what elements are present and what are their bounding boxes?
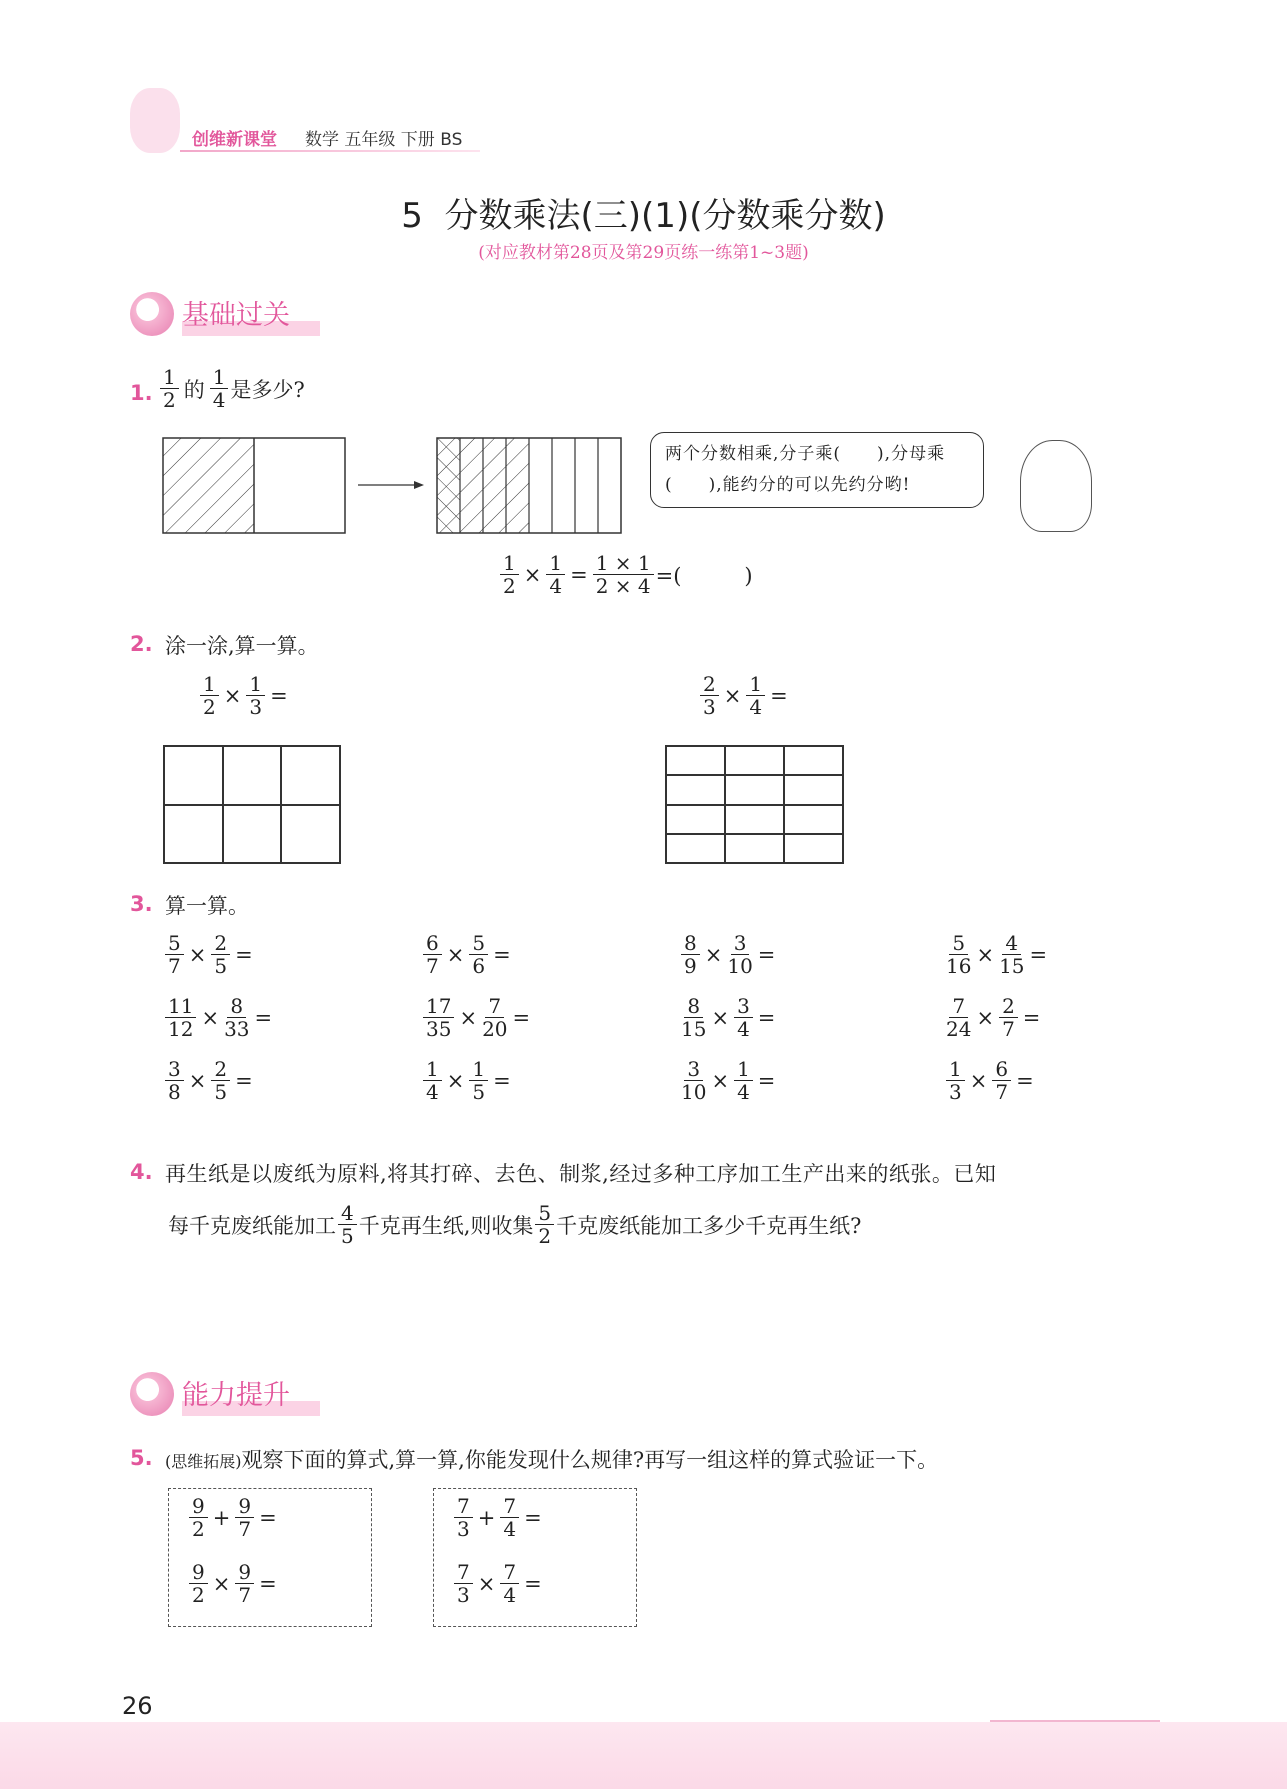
half-shaded-rectangle xyxy=(162,437,346,535)
numerator: 1 xyxy=(734,1058,753,1081)
question-3-text: 算一算。 xyxy=(165,894,249,918)
operator: × xyxy=(446,1068,465,1093)
shading-grid-4x3[interactable] xyxy=(665,745,844,864)
header-illustration-icon xyxy=(130,88,180,153)
fraction xyxy=(734,995,753,1040)
denominator: 7 xyxy=(168,954,181,978)
fraction xyxy=(235,1561,254,1606)
fraction xyxy=(469,932,488,977)
hint-speech-bubble: 两个分数相乘,分子乘( ),分母乘( ),能约分的可以先约分哟! xyxy=(650,432,984,508)
fraction xyxy=(189,1561,208,1606)
operator: = xyxy=(1016,1068,1034,1093)
fraction xyxy=(999,932,1024,977)
denominator: 4 xyxy=(549,574,563,598)
expression-text: 每千克废纸能加工 xyxy=(168,1213,336,1238)
denominator: 7 xyxy=(426,954,439,978)
fraction xyxy=(999,995,1018,1040)
denominator: 2 xyxy=(538,1224,552,1248)
numerator: 9 xyxy=(189,1495,208,1518)
fraction xyxy=(189,1495,208,1540)
denominator: 4 xyxy=(503,1517,517,1541)
operator: = xyxy=(524,1505,542,1530)
operator: = xyxy=(524,1571,542,1596)
numerator: 3 xyxy=(165,1058,184,1081)
operator: 的 xyxy=(183,377,205,402)
denominator: 5 xyxy=(472,1080,486,1104)
numerator: 9 xyxy=(235,1561,254,1584)
operator: = xyxy=(270,683,288,708)
fraction xyxy=(992,1058,1011,1103)
fraction xyxy=(423,932,442,977)
fraction xyxy=(500,1495,519,1540)
exercise-item xyxy=(679,932,944,977)
fraction xyxy=(946,932,971,977)
fraction xyxy=(246,673,265,718)
operator: = xyxy=(1029,942,1048,967)
fraction xyxy=(681,1058,706,1103)
numerator: 6 xyxy=(423,932,442,955)
page-number: 26 xyxy=(122,1692,153,1720)
product-expression xyxy=(187,1561,280,1606)
fraction xyxy=(454,1561,473,1606)
fraction xyxy=(160,366,179,411)
numerator: 4 xyxy=(1002,932,1021,955)
numerator: 7 xyxy=(485,995,504,1018)
numerator: 8 xyxy=(684,995,703,1018)
operator: × xyxy=(704,942,723,967)
question-2-right-expression xyxy=(698,673,791,718)
exercise-item xyxy=(944,1058,1144,1103)
numerator: 7 xyxy=(454,1495,473,1518)
question-number: 1. xyxy=(130,381,153,405)
denominator: 3 xyxy=(249,695,263,719)
question-4-line-1: 再生纸是以废纸为原料,将其打碎、去色、制浆,经过多种工序加工生产出来的纸张。已知 xyxy=(165,1162,997,1186)
denominator: 2 xyxy=(503,574,516,598)
header-divider xyxy=(180,150,480,152)
question-number: 4. xyxy=(130,1160,153,1184)
thinking-extension-tag: (思维拓展) xyxy=(165,1452,242,1471)
numerator: 1 xyxy=(500,552,519,575)
fraction xyxy=(165,995,196,1040)
denominator: 7 xyxy=(995,1080,1009,1104)
fraction xyxy=(211,932,230,977)
denominator: 9 xyxy=(684,954,697,978)
product-expression xyxy=(452,1561,545,1606)
operator: = xyxy=(770,683,788,708)
operator: × xyxy=(446,942,465,967)
numerator: 2 xyxy=(700,673,719,696)
fraction xyxy=(734,1058,753,1103)
numerator: 3 xyxy=(734,995,753,1018)
operator: = xyxy=(493,1068,511,1093)
numerator: 9 xyxy=(235,1495,254,1518)
numerator: 2 xyxy=(211,932,230,955)
exercise-item xyxy=(421,932,679,977)
page-subtitle: (对应教材第28页及第29页练一练第1~3题) xyxy=(478,243,809,263)
shading-grid-2x3[interactable] xyxy=(163,745,341,864)
denominator: 3 xyxy=(457,1583,470,1607)
numerator: 1 xyxy=(210,366,229,389)
denominator: 6 xyxy=(472,954,486,978)
expression-text: 千克废纸能加工多少千克再生纸? xyxy=(556,1213,862,1238)
operator: × xyxy=(477,1571,496,1596)
fraction xyxy=(700,673,719,718)
operator: + xyxy=(212,1505,231,1530)
fraction xyxy=(224,995,249,1040)
question-1-prompt xyxy=(158,366,305,411)
numerator: 1 xyxy=(946,1058,965,1081)
sum-expression xyxy=(187,1495,280,1540)
denominator: 7 xyxy=(238,1517,252,1541)
book-info: 数学 五年级 下册 BS xyxy=(305,130,463,150)
numerator: 7 xyxy=(500,1561,519,1584)
expression-text: 千克再生纸,则收集 xyxy=(358,1213,534,1238)
denominator: 35 xyxy=(426,1017,452,1041)
operator: = xyxy=(512,1005,531,1030)
numerator: 1 xyxy=(423,1058,442,1081)
expression-text: 是多少? xyxy=(230,377,305,402)
denominator: 4 xyxy=(749,695,763,719)
operator: = xyxy=(235,1068,253,1093)
operator: × xyxy=(976,942,995,967)
sum-expression xyxy=(452,1495,545,1540)
section-icon xyxy=(130,292,174,336)
denominator: 7 xyxy=(1002,1017,1015,1041)
fraction xyxy=(535,1202,554,1247)
numerator: 3 xyxy=(731,932,750,955)
fraction xyxy=(469,1058,488,1103)
question-2-text: 涂一涂,算一算。 xyxy=(165,634,319,658)
numerator: 17 xyxy=(423,995,454,1018)
operator: × xyxy=(969,1068,988,1093)
numerator: 8 xyxy=(681,932,700,955)
operator: × xyxy=(976,1005,995,1030)
fraction xyxy=(500,1561,519,1606)
numerator: 2 xyxy=(999,995,1018,1018)
footer-band xyxy=(0,1722,1287,1789)
operator: = xyxy=(259,1505,277,1530)
question-number: 3. xyxy=(130,892,153,916)
fraction xyxy=(454,1495,473,1540)
fraction xyxy=(681,995,706,1040)
numerator: 1 × 1 xyxy=(593,552,654,575)
denominator: 2 xyxy=(192,1517,205,1541)
denominator: 4 xyxy=(426,1080,439,1104)
fraction xyxy=(727,932,752,977)
operator: = xyxy=(259,1571,277,1596)
arrow-icon xyxy=(358,478,424,492)
boy-illustration-icon xyxy=(1020,440,1092,532)
operator: = xyxy=(1022,1005,1041,1030)
denominator: 3 xyxy=(703,695,716,719)
operator: = xyxy=(235,942,253,967)
exercise-item xyxy=(163,932,421,977)
operator: × xyxy=(711,1005,730,1030)
page-title: 5 分数乘法(三)(1)(分数乘分数) xyxy=(401,196,886,236)
denominator: 2 xyxy=(163,388,176,412)
question-1-equation xyxy=(498,552,753,597)
brand-label: 创维新课堂 xyxy=(192,130,277,150)
fraction xyxy=(946,1058,965,1103)
question-number: 2. xyxy=(130,632,153,656)
operator: × xyxy=(459,1005,478,1030)
fraction xyxy=(423,995,454,1040)
fraction xyxy=(165,1058,184,1103)
fraction xyxy=(210,366,229,411)
numerator: 1 xyxy=(746,673,765,696)
denominator: 2 × 4 xyxy=(595,574,651,598)
numerator: 5 xyxy=(469,932,488,955)
section-title: 能力提升 xyxy=(182,1373,320,1416)
denominator: 2 xyxy=(203,695,216,719)
numerator: 1 xyxy=(469,1058,488,1081)
operator: = xyxy=(757,1068,776,1093)
numerator: 8 xyxy=(227,995,246,1018)
exercise-item xyxy=(944,932,1144,977)
operator: × xyxy=(711,1068,730,1093)
question-5-prompt: 观察下面的算式,算一算,你能发现什么规律?再写一组这样的算式验证一下。 xyxy=(241,1448,939,1472)
operator: × xyxy=(223,683,242,708)
exercise-item xyxy=(421,995,679,1040)
exercise-item xyxy=(679,995,944,1040)
numerator: 7 xyxy=(454,1561,473,1584)
operator: = xyxy=(570,562,588,587)
numerator: 5 xyxy=(949,932,968,955)
operator: × xyxy=(723,683,742,708)
fraction xyxy=(593,552,654,597)
question-number: 5. xyxy=(130,1446,153,1470)
denominator: 24 xyxy=(946,1017,972,1041)
numerator: 1 xyxy=(200,673,219,696)
numerator: 6 xyxy=(992,1058,1011,1081)
numerator: 5 xyxy=(535,1202,554,1225)
denominator: 20 xyxy=(482,1017,508,1041)
expression-text: =( ) xyxy=(655,563,753,588)
operator: × xyxy=(188,942,207,967)
fraction xyxy=(500,552,519,597)
numerator: 7 xyxy=(500,1495,519,1518)
operator: × xyxy=(188,1068,207,1093)
section-title: 基础过关 xyxy=(182,293,320,336)
fraction xyxy=(681,932,700,977)
exercise-item xyxy=(163,1058,421,1103)
denominator: 15 xyxy=(681,1017,707,1041)
castle-decoration-icon xyxy=(990,1660,1160,1722)
numerator: 4 xyxy=(338,1202,357,1225)
denominator: 10 xyxy=(681,1080,707,1104)
operator: × xyxy=(201,1005,220,1030)
exercise-item xyxy=(944,995,1144,1040)
section-banner-advanced xyxy=(130,1372,320,1416)
operator: = xyxy=(254,1005,273,1030)
numerator: 7 xyxy=(949,995,968,1018)
fraction xyxy=(200,673,219,718)
question-5-box-1 xyxy=(168,1488,372,1627)
eighths-shaded-rectangle xyxy=(436,437,622,535)
section-banner-basic xyxy=(130,292,320,336)
exercise-item xyxy=(679,1058,944,1103)
denominator: 15 xyxy=(999,954,1025,978)
fraction xyxy=(211,1058,230,1103)
operator: × xyxy=(212,1571,231,1596)
operator: = xyxy=(493,942,511,967)
denominator: 2 xyxy=(192,1583,205,1607)
operator: = xyxy=(757,942,776,967)
denominator: 3 xyxy=(949,1080,962,1104)
numerator: 1 xyxy=(546,552,565,575)
numerator: 11 xyxy=(165,995,196,1018)
section-icon xyxy=(130,1372,174,1416)
numerator: 3 xyxy=(684,1058,703,1081)
fraction xyxy=(165,932,184,977)
question-3-exercises xyxy=(163,932,1083,1103)
denominator: 12 xyxy=(168,1017,194,1041)
denominator: 33 xyxy=(224,1017,250,1041)
denominator: 5 xyxy=(214,1080,228,1104)
denominator: 5 xyxy=(341,1224,354,1248)
question-2-left-expression xyxy=(198,673,291,718)
operator: = xyxy=(757,1005,776,1030)
fraction xyxy=(482,995,507,1040)
numerator: 2 xyxy=(211,1058,230,1081)
denominator: 4 xyxy=(737,1080,750,1104)
question-5-text xyxy=(165,1444,938,1474)
fraction xyxy=(235,1495,254,1540)
denominator: 7 xyxy=(238,1583,252,1607)
numerator: 9 xyxy=(189,1561,208,1584)
exercise-item xyxy=(421,1058,679,1103)
operator: × xyxy=(523,562,542,587)
denominator: 4 xyxy=(212,388,226,412)
operator: + xyxy=(477,1505,496,1530)
numerator: 1 xyxy=(160,366,179,389)
fraction xyxy=(423,1058,442,1103)
fraction xyxy=(546,552,565,597)
question-5-box-2 xyxy=(433,1488,637,1627)
numerator: 5 xyxy=(165,932,184,955)
numerator: 1 xyxy=(246,673,265,696)
denominator: 8 xyxy=(168,1080,181,1104)
denominator: 4 xyxy=(503,1583,517,1607)
question-4-line-2 xyxy=(168,1202,861,1247)
fraction xyxy=(338,1202,357,1247)
exercise-item xyxy=(163,995,421,1040)
denominator: 10 xyxy=(727,954,753,978)
fraction xyxy=(746,673,765,718)
fraction xyxy=(946,995,971,1040)
denominator: 4 xyxy=(737,1017,750,1041)
denominator: 5 xyxy=(214,954,228,978)
denominator: 16 xyxy=(946,954,972,978)
denominator: 3 xyxy=(457,1517,470,1541)
